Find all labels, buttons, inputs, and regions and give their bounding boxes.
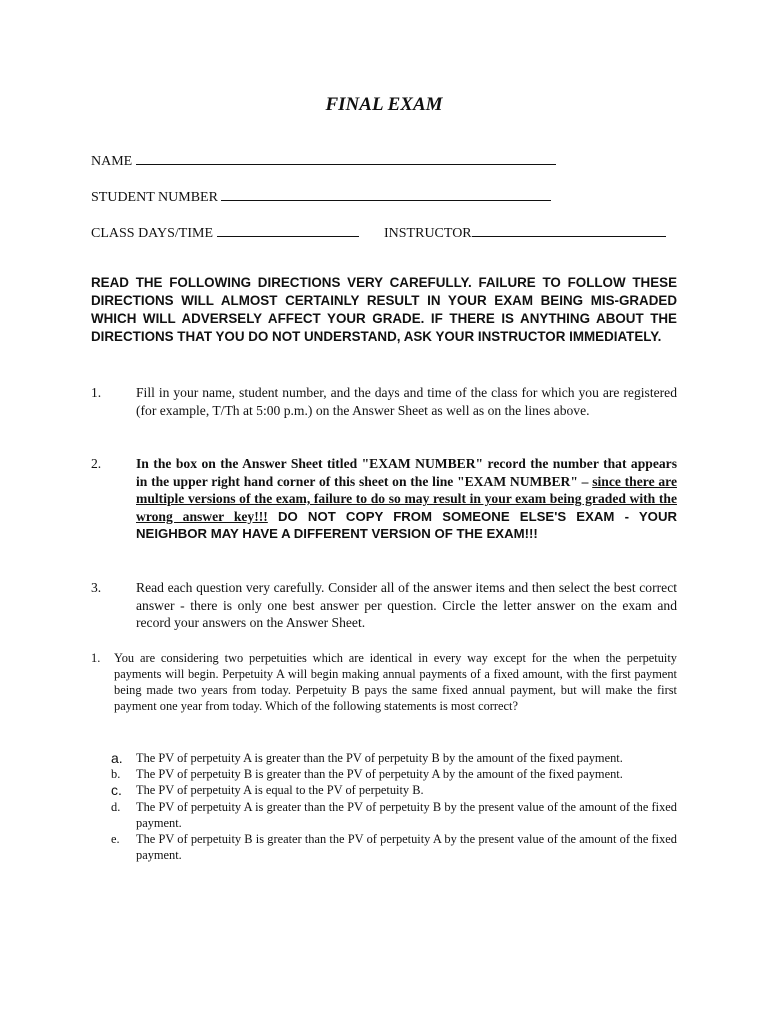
option-text: The PV of perpetuity A is greater than the PV of perpetuity B by the present value of the amount of the fixed payment. [136,799,677,830]
option-letter: d. [111,799,121,814]
instruction-item-2 [91,455,677,543]
option-text: The PV of perpetuity A is equal to the PV of perpetuity B. [136,783,424,798]
option-letter: e. [111,832,120,847]
option-letter: b. [111,767,121,782]
directions-paragraph: READ THE FOLLOWING DIRECTIONS VERY CAREFULLY. FAILURE TO FOLLOW THESE DIRECTIONS WILL ALMOST CERTAINLY RESULT IN YOUR EXAM BEING MIS-GRADED WHICH WILL ADVERSELY AFFECT YOUR GRADE. IF THERE IS ANYTHING ABOUT THE DIRECTIONS THAT YOU DO NOT UNDERSTAND, ASK YOUR INSTRUCTOR IMMEDIATELY. [91,275,677,344]
answer-option-a[interactable] [111,750,677,766]
instruction-text-caps: DO NOT COPY FROM SOMEONE ELSE'S EXAM - YOUR NEIGHBOR MAY HAVE A DIFFERENT VERSION OF THE EXAM!!! [136,508,677,541]
instruction-text [136,455,677,543]
instruction-number: 3. [91,580,102,595]
option-letter: c. [111,782,122,799]
instructor-label: INSTRUCTOR [384,226,472,241]
answer-option-e[interactable] [111,831,677,863]
student-number-field [91,186,551,206]
student-number-label: STUDENT NUMBER [91,190,218,205]
name-line [136,150,556,165]
class-days-label: CLASS DAYS/TIME [91,226,214,241]
answer-option-c[interactable] [111,782,677,798]
option-text: The PV of perpetuity B is greater than the PV of perpetuity A by the present value of the amount of the fixed payment. [136,832,677,863]
name-label: NAME [91,154,133,169]
instruction-text-part: In the box on the Answer Sheet titled "EXAM NUMBER" record the number that appears in the upper right hand corner of this sheet on the line "EXAM NUMBER" – [136,456,677,489]
instruction-text: Fill in your name, student number, and the days and time of the class for which you are registered (for example, T/Th at 5:00 p.m.) on the Answer Sheet as well as on the lines above. [136,385,677,418]
question-number: 1. [91,651,101,665]
student-number-line [221,186,551,201]
option-letter: a. [111,750,123,766]
answer-option-d[interactable] [111,799,677,831]
class-days-line [217,222,359,237]
name-field [91,150,556,170]
instructor-field [384,222,666,242]
instruction-text: Read each question very carefully. Consider all of the answer items and then select the best correct answer - there is only one best answer per question. Circle the letter answer on the exam and record your answers on the Answer Sheet. [136,580,677,630]
instruction-number: 1. [91,385,102,400]
option-text: The PV of perpetuity B is greater than the PV of perpetuity A by the amount of the fixed payment. [136,767,623,782]
instructor-line [472,222,666,237]
answer-option-b[interactable] [111,766,677,782]
instruction-item-1 [91,384,677,419]
instruction-text-underlined: since there are multiple versions of the exam, failure to do so may result in your exam being graded with the wrong answer key!!! [136,473,677,524]
answer-options [111,750,677,863]
question-1 [91,650,677,714]
page-title: FINAL EXAM [325,94,443,115]
question-text: You are considering two perpetuities which are identical in every way except for the when the perpetuity payments will begin. Perpetuity A will begin making annual payments of a fixed amount, with the first payment being made two years from today. Perpetuity B pays the same fixed annual payment, but will make the first payment one year from today. Which of the following statements is most correct? [114,651,677,713]
class-days-field [91,222,359,242]
option-text: The PV of perpetuity A is greater than the PV of perpetuity B by the amount of the fixed payment. [136,751,623,765]
instruction-item-3 [91,579,677,632]
instruction-number: 2. [91,456,102,471]
